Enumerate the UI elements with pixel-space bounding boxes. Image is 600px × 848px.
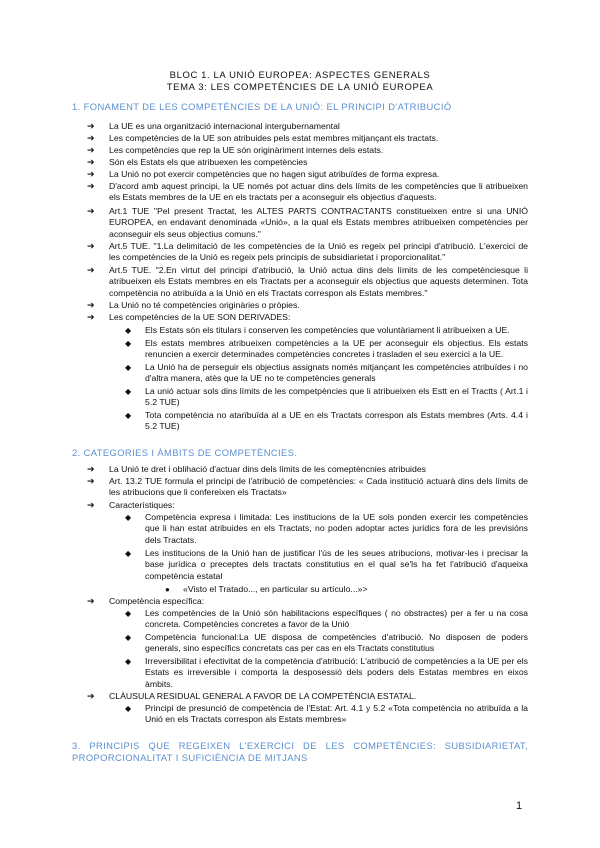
diamond-bullet-icon: ◆ [125,657,132,666]
section-3-heading-line2: PROPORCIONALITAT I SUFICIÈNCIA DE MITJANS [72,752,308,763]
diamond-bullet-icon: ◆ [125,549,132,558]
section-3-heading-line1: 3. PRINCIPIS QUE REGEIXEN L'EXERCICI DE LES COMPETÈNCIES: SUBSIDIARIETAT, [72,740,528,751]
diamond-bullet-icon: ◆ [125,513,132,522]
arrow-bullet-icon: ➔ [87,464,95,474]
diamond-bullet-icon: ◆ [125,363,132,372]
list-item: ➔ La Unió no pot exercir competències que no hagen sigut atribuïdes de forma expresa. [87,169,440,179]
list-item: ➔ CLÀUSULA RESIDUAL GENERAL A FAVOR DE LA COMPETÈNCIA ESTATAL. [87,691,417,701]
list-item: ➔ Art.5 TUE. "1.La delimitació de les competències de la Unió es regeix pel principi d'atribució. L'exercici de les competències de la Unió es regeix pels principis de subsidiarietat i proporcionalitat." [87,241,528,263]
list-item: ➔ La UE es una organització internacional intergubernamental [87,121,340,131]
diamond-bullet-icon: ◆ [125,411,132,420]
arrow-bullet-icon: ➔ [87,300,95,310]
arrow-bullet-icon: ➔ [87,169,95,179]
list-item: ➔ Art.1 TUE "Pel present Tractat, les ALTES PARTS CONTRACTANTS constitueixen entre si una UNIÓ EUROPEA, en endavant denominada «Unió», a la qual els Estats membres atribueixen competències per aconseguir els seus objectius comuns." [87,206,528,239]
sub-list-item: ◆ Les competències de la Unió són habilitacions específiques ( no obstractes) per a fer u na cosa concreta. Competències concretes a favor de la Unió [125,608,528,630]
arrow-bullet-icon: ➔ [87,476,95,486]
tema-title: TEMA 3: LES COMPETÈNCIES DE LA UNIÓ EUROPEA [166,82,434,93]
arrow-bullet-icon: ➔ [87,241,95,251]
sub-list-item: ◆ Competència expresa i limitada: Les institucions de la UE sols ponden exercir les competències que li han estat atribuides en els Tractats, no poden adoptar actes jurídics fora de les previsións dels Tractats. [125,512,528,545]
sub-list-item: ◆ Les institucions de la Unió han de justificar l'ús de les seues atribucions, motivar-les i precisar la base jurídica o preceptes dels tractats constitutius en el qual se'ls ha fet l'atribució d'aqueixa competència estatal [125,548,528,581]
arrow-bullet-icon: ➔ [87,133,95,143]
diamond-bullet-icon: ◆ [125,633,132,642]
sub-list-item: ◆ La Unió ha de perseguir els objectius assignats només mitjançant les competències atribuïdes i no d'altra manera, atès que la UE no te competències generals [125,362,528,384]
arrow-bullet-icon: ➔ [87,691,95,701]
arrow-bullet-icon: ➔ [87,596,95,606]
sub-sub-list-item: ● «Visto el Tratado..., en particular su artículo...»> [165,584,368,594]
list-item: ➔ Característiques: [87,500,175,510]
sub-list-item: ◆ Tota competència no atarïbuïda al a UE en els Tractats correspon als Estats membres (Arts. 4.4 i 5.2 TUE) [125,410,528,432]
list-item: ➔ Les competències que rep la UE són originàriment internes dels estats. [87,145,384,155]
sub-list-item: ◆ La unió actuar sols dins límits de les competpències que li atribueixen els Estt en el Tractts ( Art.1 i 5.2 TUE) [125,386,528,408]
arrow-bullet-icon: ➔ [87,121,95,131]
list-item: ➔ Les competències de la UE SON DERIVADES: [87,312,291,322]
arrow-bullet-icon: ➔ [87,500,95,510]
arrow-bullet-icon: ➔ [87,145,95,155]
arrow-bullet-icon: ➔ [87,181,95,191]
list-item: ➔ Són els Estats els que atribuexen les competències [87,157,308,167]
sub-list-item: ◆ Principi de presunció de competència de l'Estat: Art. 4.1 y 5.2 «Tota competència no atribuïda a la Unió en els Tractats correspon als Estats membres» [125,703,528,725]
arrow-bullet-icon: ➔ [87,206,95,216]
section-2-heading: 2. CATEGORIES I ÀMBITS DE COMPETÈNCIES. [72,447,298,458]
bloc-title: BLOC 1. LA UNIÓ EUROPEA: ASPECTES GENERALS [169,70,431,81]
list-item: ➔ D'acord amb aquest principi, la UE només pot actuar dins dels límits de les competències que li atribueixen els Estats membres de la UE en els tractats per a aconseguir els objectius d'aquests. [87,181,528,203]
list-item: ➔ Les competències de la UE son atribuides pels estat membres mitjançant els tractats. [87,133,439,143]
list-item: ➔ La Unió no té competències originàries o pròpies. [87,300,300,310]
arrow-bullet-icon: ➔ [87,265,95,275]
list-item: ➔ Art. 13.2 TUE formula el principi de l'atribució de competències: « Cada institució actuarà dins dels límits de les atribucions que li confereixen els Tractats» [87,476,528,498]
section-3-heading [72,740,528,764]
arrow-bullet-icon: ➔ [87,157,95,167]
diamond-bullet-icon: ◆ [125,339,132,348]
sub-list-item: ◆ Els Estats són els titulars i conserven les competències que voluntàriament li atribueixen a UE. [125,325,510,335]
diamond-bullet-icon: ◆ [125,704,132,713]
diamond-bullet-icon: ◆ [125,326,132,335]
dot-bullet-icon: ● [165,585,170,594]
sub-list-item: ◆ Competència funcional:La UE disposa de competències d'atribució. No disposen de poders generals, sino específics concretats cas per cas en els Tractats constitutius [125,632,528,654]
list-item: ➔ Competència específica: [87,596,205,606]
list-item: ➔ Art.5 TUE. "2.En virtut del principi d'atribució, la Unió actua dins dels límits de les competènciesque li atribueixen els Estats membres en els Tractats per a aconseguir els objectius que aquests determinen. Tota competència no atribuïda a la Unió en els Tractats correspon als Estats membres." [87,265,528,298]
sub-list-item: ◆ Irreversibilitat i efectivitat de la competència d'atribució: L'atribució de competències a la UE per els Estats es irreversible i comporta la desposessió dels poders dels Estatas membres en eixos àmbits. [125,656,528,689]
diamond-bullet-icon: ◆ [125,609,132,618]
diamond-bullet-icon: ◆ [125,387,132,396]
arrow-bullet-icon: ➔ [87,312,95,322]
page-number: 1 [516,800,523,812]
list-item: ➔ La Unió te dret i oblihació d'actuar dins dels límits de les comeptèncnies atribuides [87,464,426,474]
sub-list-item: ◆ Els estats membres atribueixen competències a la UE per aconseguir els objectius. Els estats renuncien a exercir determinades competències concretes i trasladen el seu exercici a la UE. [125,338,528,360]
section-1-heading: 1. FONAMENT DE LES COMPETÈNCIES DE LA UNIÓ: EL PRINCIPI D'ATRIBUCIÓ [72,101,452,112]
